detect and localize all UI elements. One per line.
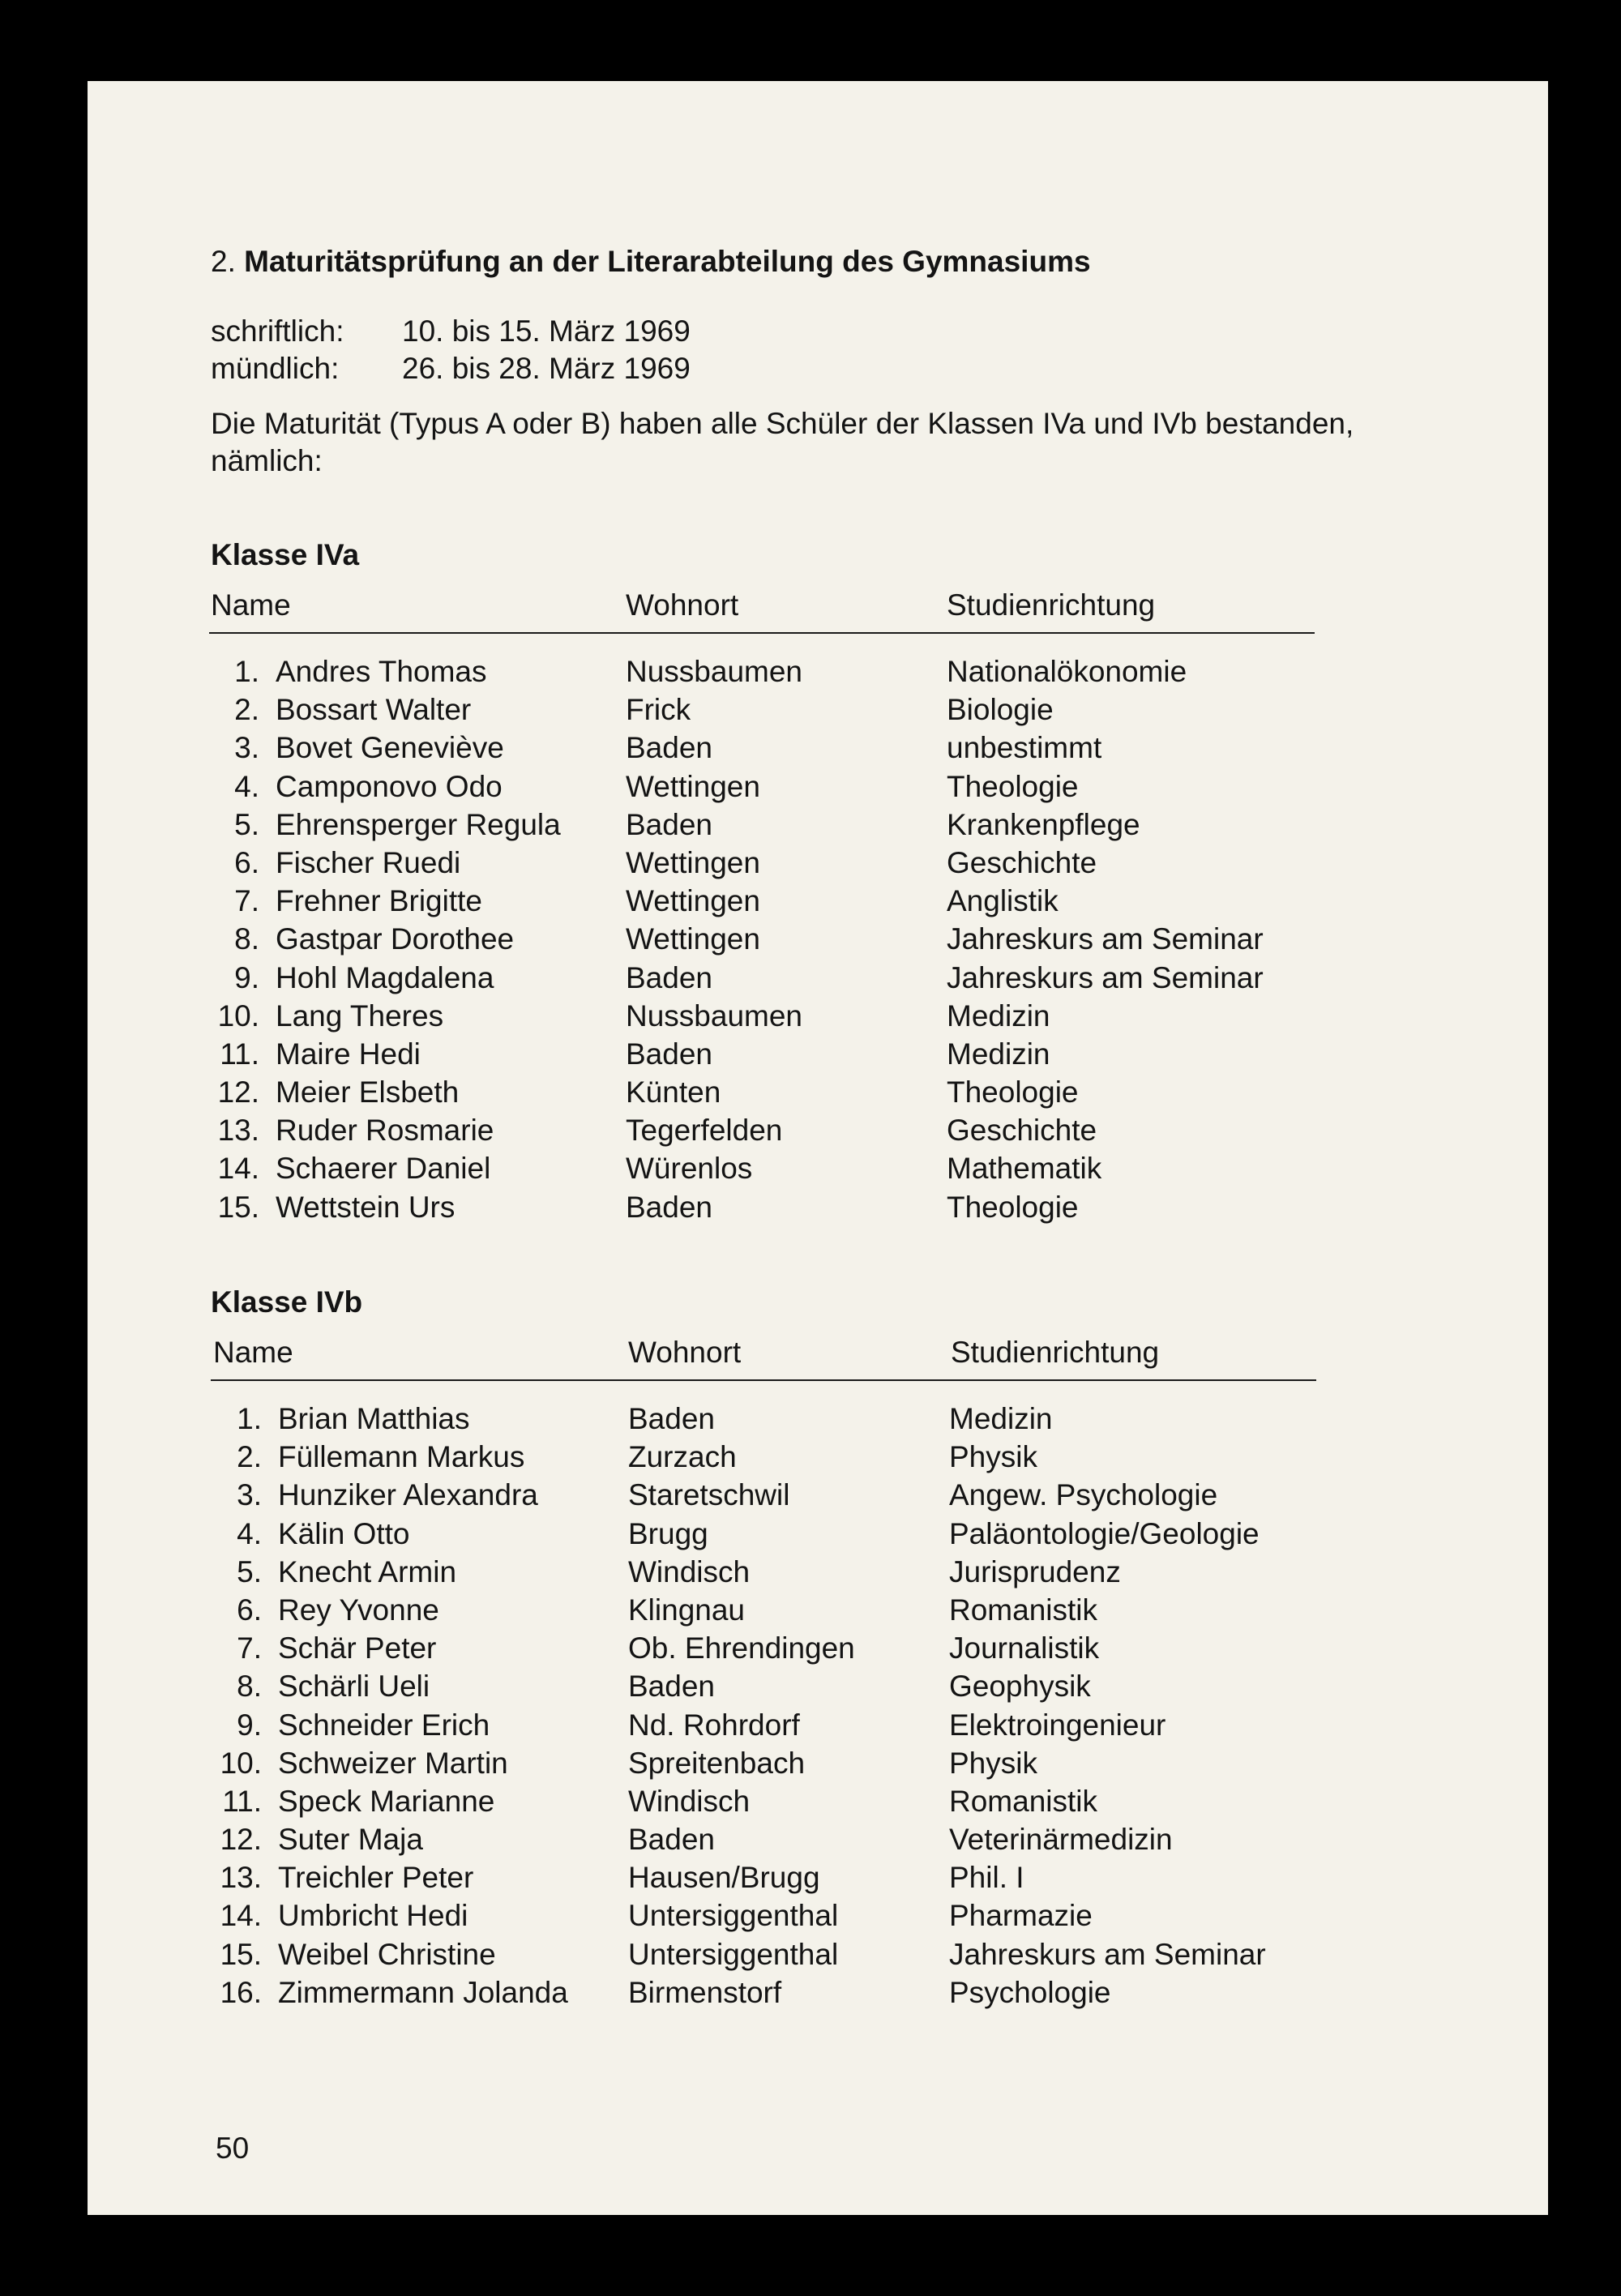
row-number: 3. — [237, 1478, 262, 1512]
student-wohnort: Staretschwil — [628, 1478, 790, 1512]
row-number: 15. — [220, 1937, 262, 1971]
row-number: 10. — [217, 998, 259, 1033]
student-wohnort: Windisch — [628, 1784, 751, 1818]
student-wohnort: Ob. Ehrendingen — [628, 1631, 855, 1665]
class-a-title: Klasse IVa — [211, 538, 360, 571]
student-studienrichtung: unbestimmt — [947, 731, 1102, 765]
student-studienrichtung: Nationalökonomie — [947, 655, 1187, 688]
student-name: Knecht Armin — [278, 1554, 457, 1588]
document-page — [88, 81, 1548, 2215]
student-name: Schärli Ueli — [278, 1670, 430, 1704]
student-name: Zimmermann Jolanda — [278, 1975, 568, 2009]
student-name: Füllemann Markus — [278, 1440, 525, 1474]
student-wohnort: Spreitenbach — [628, 1746, 806, 1780]
row-number: 6. — [234, 845, 259, 879]
student-name: Umbricht Hedi — [278, 1899, 468, 1933]
student-studienrichtung: Jahreskurs am Seminar — [947, 960, 1264, 994]
student-wohnort: Wettingen — [626, 845, 760, 879]
student-wohnort: Wettingen — [626, 769, 760, 803]
student-name: Suter Maja — [278, 1823, 423, 1857]
student-wohnort: Untersiggenthal — [628, 1937, 839, 1971]
student-name: Wettstein Urs — [276, 1190, 456, 1224]
student-wohnort: Baden — [626, 1190, 712, 1224]
student-wohnort: Wettingen — [626, 884, 760, 918]
student-name: Bovet Geneviève — [276, 731, 504, 765]
row-number: 14. — [220, 1899, 262, 1933]
student-name: Schweizer Martin — [278, 1746, 508, 1780]
student-studienrichtung: Theologie — [947, 769, 1079, 803]
row-number: 13. — [217, 1114, 259, 1148]
row-number: 12. — [217, 1075, 259, 1110]
student-name: Schneider Erich — [278, 1708, 490, 1742]
student-wohnort: Frick — [626, 693, 691, 727]
student-name: Treichler Peter — [278, 1861, 474, 1895]
date-label-oral: mündlich: — [211, 352, 340, 385]
student-studienrichtung: Physik — [949, 1746, 1037, 1780]
row-number: 2. — [237, 1440, 262, 1474]
student-studienrichtung: Jahreskurs am Seminar — [949, 1937, 1266, 1971]
date-value-oral: 26. bis 28. März 1969 — [402, 352, 691, 385]
row-number: 8. — [237, 1670, 262, 1704]
row-number: 7. — [234, 884, 259, 918]
row-number: 16. — [220, 1975, 262, 2009]
row-number: 11. — [220, 1037, 259, 1071]
row-number: 8. — [234, 922, 259, 956]
class-a-rule — [209, 632, 1315, 634]
student-name: Brian Matthias — [278, 1402, 470, 1435]
student-wohnort: Baden — [626, 807, 712, 841]
student-studienrichtung: Psychologie — [949, 1975, 1111, 2009]
class-b-rule — [211, 1379, 1316, 1381]
section-title: Maturitätsprüfung an der Literarabteilung des Gymnasiums — [244, 245, 1091, 278]
student-wohnort: Baden — [626, 731, 712, 765]
student-studienrichtung: Jurisprudenz — [949, 1554, 1121, 1588]
student-name: Kälin Otto — [278, 1516, 410, 1550]
student-studienrichtung: Mathematik — [947, 1152, 1102, 1186]
student-name: Maire Hedi — [276, 1037, 421, 1071]
column-header-wohnort: Wohnort — [628, 1336, 742, 1369]
student-name: Fischer Ruedi — [276, 845, 461, 879]
student-wohnort: Baden — [628, 1823, 715, 1857]
student-studienrichtung: Phil. I — [949, 1861, 1024, 1895]
student-name: Weibel Christine — [278, 1937, 496, 1971]
student-name: Rey Yvonne — [278, 1593, 439, 1627]
student-name: Hohl Magdalena — [276, 960, 494, 994]
row-number: 1. — [234, 655, 259, 688]
row-number: 3. — [234, 731, 259, 765]
column-header-name: Name — [211, 588, 291, 622]
column-header-studienrichtung: Studienrichtung — [951, 1336, 1160, 1369]
student-wohnort: Birmenstorf — [628, 1975, 782, 2009]
student-name: Meier Elsbeth — [276, 1075, 460, 1110]
student-wohnort: Windisch — [628, 1554, 751, 1588]
intro-paragraph: Die Maturität (Typus A oder B) haben alle Schüler der Klassen IVa und IVb bestanden, nämlich: — [211, 407, 1354, 477]
student-name: Ruder Rosmarie — [276, 1114, 494, 1148]
student-name: Gastpar Dorothee — [276, 922, 515, 956]
student-wohnort: Nussbaumen — [626, 998, 803, 1033]
row-number: 5. — [237, 1554, 262, 1588]
student-name: Camponovo Odo — [276, 769, 503, 803]
student-studienrichtung: Elektroingenieur — [949, 1708, 1166, 1742]
student-wohnort: Künten — [626, 1075, 721, 1110]
student-studienrichtung: Pharmazie — [949, 1899, 1093, 1933]
student-studienrichtung: Medizin — [949, 1402, 1053, 1435]
student-name: Andres Thomas — [276, 655, 487, 688]
row-number: 4. — [234, 769, 259, 803]
student-name: Frehner Brigitte — [276, 884, 482, 918]
student-name: Hunziker Alexandra — [278, 1478, 538, 1512]
row-number: 15. — [217, 1190, 259, 1224]
student-wohnort: Wettingen — [626, 922, 760, 956]
student-wohnort: Tegerfelden — [626, 1114, 783, 1148]
student-studienrichtung: Angew. Psychologie — [949, 1478, 1218, 1512]
student-name: Ehrensperger Regula — [276, 807, 561, 841]
student-studienrichtung: Medizin — [947, 998, 1050, 1033]
student-name: Bossart Walter — [276, 693, 472, 727]
class-b-title: Klasse IVb — [211, 1285, 363, 1319]
student-studienrichtung: Geophysik — [949, 1670, 1091, 1704]
row-number: 11. — [222, 1784, 262, 1818]
student-studienrichtung: Medizin — [947, 1037, 1050, 1071]
student-wohnort: Baden — [628, 1402, 715, 1435]
student-studienrichtung: Journalistik — [949, 1631, 1100, 1665]
row-number: 5. — [234, 807, 259, 841]
student-wohnort: Würenlos — [626, 1152, 753, 1186]
student-name: Schaerer Daniel — [276, 1152, 491, 1186]
row-number: 6. — [237, 1593, 262, 1627]
column-header-name: Name — [213, 1336, 293, 1369]
section-number: 2. — [211, 245, 236, 278]
row-number: 9. — [237, 1708, 262, 1742]
student-studienrichtung: Geschichte — [947, 1114, 1097, 1148]
student-studienrichtung: Jahreskurs am Seminar — [947, 922, 1264, 956]
student-wohnort: Baden — [628, 1670, 715, 1704]
student-name: Speck Marianne — [278, 1784, 495, 1818]
column-header-wohnort: Wohnort — [626, 588, 739, 622]
student-name: Lang Theres — [276, 998, 444, 1033]
row-number: 4. — [237, 1516, 262, 1550]
date-label-written: schriftlich: — [211, 314, 344, 348]
row-number: 9. — [234, 960, 259, 994]
exam-dates — [211, 313, 691, 387]
student-wohnort: Baden — [626, 960, 712, 994]
student-studienrichtung: Romanistik — [949, 1784, 1097, 1818]
student-studienrichtung: Krankenpflege — [947, 807, 1140, 841]
student-studienrichtung: Veterinärmedizin — [949, 1823, 1173, 1857]
student-wohnort: Untersiggenthal — [628, 1899, 839, 1933]
student-studienrichtung: Biologie — [947, 693, 1054, 727]
student-studienrichtung: Geschichte — [947, 845, 1097, 879]
student-studienrichtung: Paläontologie/Geologie — [949, 1516, 1260, 1550]
column-header-studienrichtung: Studienrichtung — [947, 588, 1156, 622]
student-name: Schär Peter — [278, 1631, 437, 1665]
student-studienrichtung: Theologie — [947, 1075, 1079, 1110]
student-studienrichtung: Romanistik — [949, 1593, 1097, 1627]
student-studienrichtung: Anglistik — [947, 884, 1059, 918]
row-number: 13. — [220, 1861, 262, 1895]
student-studienrichtung: Physik — [949, 1440, 1037, 1474]
student-wohnort: Brugg — [628, 1516, 708, 1550]
student-wohnort: Zurzach — [628, 1440, 737, 1474]
row-number: 12. — [220, 1823, 262, 1857]
row-number: 14. — [217, 1152, 259, 1186]
student-studienrichtung: Theologie — [947, 1190, 1079, 1224]
student-wohnort: Klingnau — [628, 1593, 746, 1627]
row-number: 2. — [234, 693, 259, 727]
student-wohnort: Baden — [626, 1037, 712, 1071]
row-number: 7. — [237, 1631, 262, 1665]
row-number: 1. — [237, 1402, 262, 1435]
student-wohnort: Nussbaumen — [626, 655, 803, 688]
date-value-written: 10. bis 15. März 1969 — [402, 314, 691, 348]
section-heading — [211, 245, 1091, 279]
student-wohnort: Hausen/Brugg — [628, 1861, 820, 1895]
row-number: 10. — [220, 1746, 262, 1780]
page-number: 50 — [216, 2131, 250, 2165]
student-wohnort: Nd. Rohrdorf — [628, 1708, 800, 1742]
